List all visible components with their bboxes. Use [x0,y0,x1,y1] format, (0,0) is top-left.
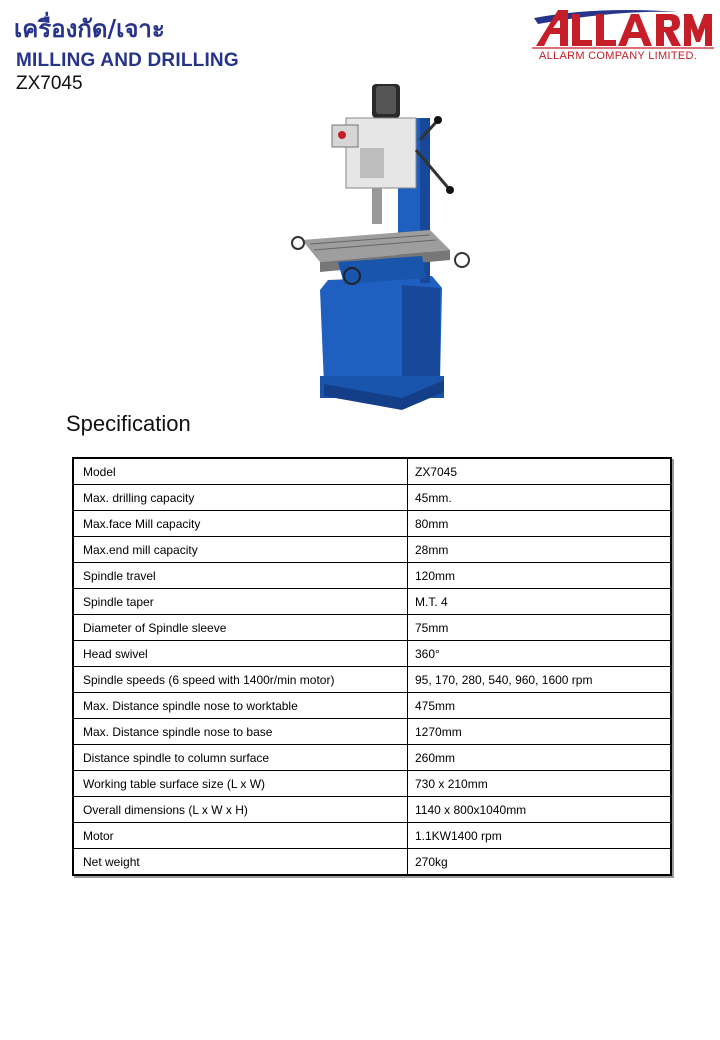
spec-value: 475mm [408,693,672,719]
spec-label: Spindle travel [73,563,408,589]
spec-value: 28mm [408,537,672,563]
model-title: ZX7045 [16,73,83,94]
milling-machine-image [290,80,470,415]
specification-heading: Specification [66,411,191,436]
table-row [73,511,671,537]
table-row [73,563,671,589]
spec-value: ZX7045 [408,458,672,485]
spec-label: Max. Distance spindle nose to base [73,719,408,745]
spec-value: 730 x 210mm [408,771,672,797]
spec-value: 1.1KW1400 rpm [408,823,672,849]
spec-value: M.T. 4 [408,589,672,615]
table-row [73,693,671,719]
spec-value: 80mm [408,511,672,537]
spec-value: 360° [408,641,672,667]
spec-label: Model [73,458,408,485]
table-row [73,667,671,693]
table-row [73,823,671,849]
spec-value: 45mm. [408,485,672,511]
table-row [73,797,671,823]
spec-label: Max. Distance spindle nose to worktable [73,693,408,719]
spec-label: Working table surface size (L x W) [73,771,408,797]
table-row [73,719,671,745]
table-row [73,485,671,511]
spec-label: Motor [73,823,408,849]
spec-value: 75mm [408,615,672,641]
table-row [73,458,671,485]
specification-table [72,457,672,876]
spec-label: Spindle speeds (6 speed with 1400r/min motor) [73,667,408,693]
spec-label: Max. drilling capacity [73,485,408,511]
spec-value: 1270mm [408,719,672,745]
spec-label: Max.face Mill capacity [73,511,408,537]
spec-label: Net weight [73,849,408,876]
table-row [73,615,671,641]
spec-label: Diameter of Spindle sleeve [73,615,408,641]
spec-label: Overall dimensions (L x W x H) [73,797,408,823]
table-row [73,537,671,563]
spec-value: 95, 170, 280, 540, 960, 1600 rpm [408,667,672,693]
spec-value: 270kg [408,849,672,876]
spec-label: Spindle taper [73,589,408,615]
spec-value: 120mm [408,563,672,589]
company-name: ALLARM COMPANY LIMITED. [539,50,698,62]
table-row [73,745,671,771]
spec-label: Head swivel [73,641,408,667]
spec-value: 1140 x 800x1040mm [408,797,672,823]
spec-value: 260mm [408,745,672,771]
thai-title: เครื่องกัด/เจาะ [14,14,165,43]
table-row [73,589,671,615]
table-row [73,771,671,797]
table-row [73,641,671,667]
table-row [73,849,671,876]
spec-label: Max.end mill capacity [73,537,408,563]
spec-label: Distance spindle to column surface [73,745,408,771]
product-title: MILLING AND DRILLING [16,50,239,71]
